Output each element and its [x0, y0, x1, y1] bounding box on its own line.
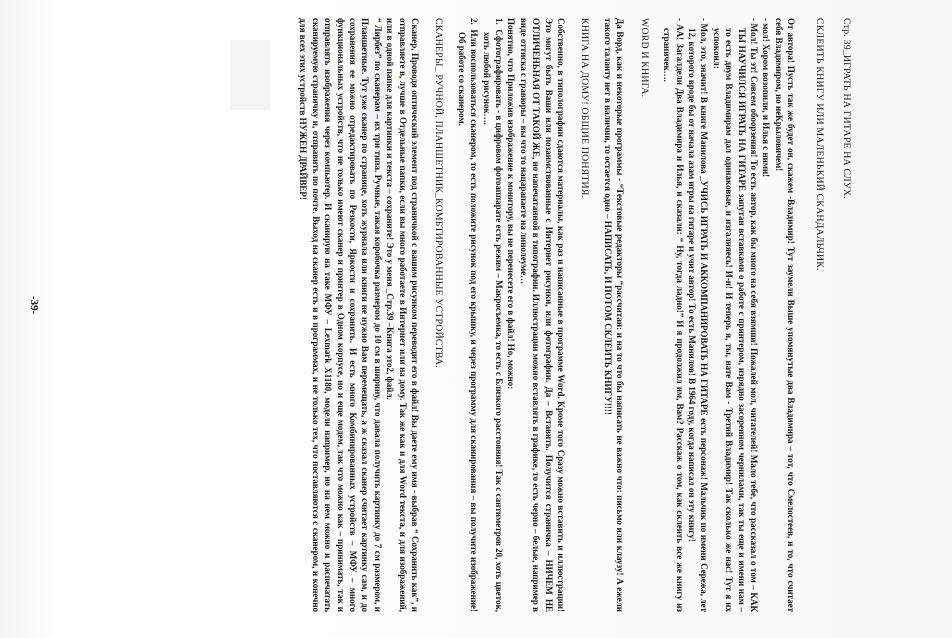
section-scanners-text: Сканер, Проводя оптический элемент под страничкой с вашим рисунком переводит его в файл! Вы даете ему имя - выбрав “ Сохранить как”, и отправляете в, лучше в Отдельные папки, если вы много работаете в Интернет или на дому. Так же как и для Word текста, и для изображений, или в одной папке для картинки и текста – сохраните! Это у меня _Стр.39 –Книга это2, файл.	[385, 18, 421, 612]
section-home-text2: Понятно, что Приложив изображение к монитору, вы не перенесете его в файл! Но, можно:	[506, 18, 517, 390]
list-item: 2. Или воспользоваться сканером, то есть положите рисунок под его крышку, и через программу для сканирования – вы получите изображение! Об работе со сканером.	[456, 18, 480, 612]
dialogue-line: - Мол! Ты эт! Совсем обоорзения! То есть автор, как бы много на себя взямши! Пожалей мол, читателей! Мало тебе, что рассказал о том – КАК ТЫ НАУЧИЛСЯ ИГРАТЬ НА ГИТАРЕ запутан вставками о работе с принтером, изрядно засоренном чернилами, так ты еще и имени нам – то есть двум Владимирам дал одинаковые, и изгалияесь! И-н! И теперь я, ты, нате Вам - Третий Владимир! Так сколько же нас! Тут я их успокоил:	[711, 18, 759, 612]
page-number: -39-	[28, 296, 40, 315]
section-scanners-heading: СКАНЕРЫ_ РУЧНОЙ, ПЛАНШЕТНИК_КОМБТИРОВАННЫЕ УСТРОЙСТВА.	[433, 18, 445, 368]
section-home-heading: КНИГА НА ДОМУ! ОБЩИЕ ПОНЯТИЯ.	[579, 18, 591, 199]
dialogue-line: - мол! Хором возопили, и Илья с ними!	[761, 18, 772, 178]
page-header: Стр. 39_ИГРАТЬ НА ГИТАРЕ НА СЛУХ.	[841, 18, 852, 199]
page-title: СКЛЕИТЬ КНИГУ ИЛИ МАЛЕНЬКИЙ СКАНДАЛЬЧИК.	[813, 18, 825, 271]
dialogue-line: - АА! Загалдели Два Владимира и Илья, и сказали: “ Ну, тогда ладно!” И я продолжил им, Вам? Расскаж о том, как склеить все же книгу из страничек….	[662, 18, 685, 612]
section-word-heading: WORD И КНИГА.	[638, 18, 650, 98]
dialogue-line: - Мол, это, значит! В книге Манилова _УЧИСЬ ИГРАТЬ И АККОМПАНИРОВАТЬ НА ГИТАРЕ есть персонаж! Мальчик по имени Сережа, лет 12, которого вроде бы от начала азам игры на гитаре и учит автор! То есть Манилов! В 1964 году, когда написал он эту книгу!	[686, 18, 710, 612]
section-scanners-text2: “ Лирбез” по сканерам – их три типа. Ручные, такая коробочка размером до 10 см в ширину, что давала получить картинку до 7 см размером, и Планшетные. Тут уже сканер по странице, хоть журнала или книги не нужно Вам перемещать, а ж сказал сканер считает картинку сам, и до сохранения ее можно отредактировать по Резкости, Яркости и сохранить. И есть много Комбинированных устройств – МФУ – много функциональных устройств, что не только имеют сканер и принтер в Одном корпусе, но и еще модем, так что можно как – принимать, так и отправлять изображения через компьютер. И сканирую на таке МФУ – Lexmark X1180, модели например, но на нем можно и распечатать сканируемую страничку и, отправить по почте. Выход на сканер есть и в программах, и не только тех, что поставляются с сканером, и конечно для всех этих устройств НУЖЕН ДРАЙВЕР!	[298, 18, 383, 612]
section-home-text: Собственно, в типолографии сдаются материалы, как раз и написанные в программе Word. Кроме того Сразу можно вставить и иллюстрации! Это могут быть Ваши или позаимствованные с Интернет рисунки, или фотографии. Да – Вставить. Получится страничка – НИЧЕМ НЕ ОТЛИЧЕНЬНАЯ ОТ ТАКОЙ ЖЕ, но напечатанной в типографии. Иллюстрации можно вставлять в графике, то есть черно – белые, например в виде оттиска с гравюры – вы что то нацарапаете на линолеуме…	[518, 18, 567, 612]
intro-paragraph: От автора! Пусть так же будет он, скажем -Владимир! Тут заумели Выше упомянутые два Владимира – тот, что Смелостеев, и то, что считает себя Владимиром, но неКрыловичем!	[773, 18, 797, 612]
list-item: 1. Сфотографировать - в цифровом фотоаппарате есть режим – Макросъемка, то есть с Близкого расстояния! Так с сантиметров 20, хоть цветок, хоть любой рисунок….	[481, 18, 505, 612]
page-content	[12, 18, 852, 612]
section-word-text: Да Ворд, как и некоторые программы - “Текстовые редакторы “рассчитан: и на то что бы написать не важно что: письмо или клаузу! А ежели такого таланту нет в наличии, то остается одно – НАПИСАТЬ, И ПОТОМ СКЛЕИТЬ КНИГУ!!!!	[602, 18, 626, 612]
